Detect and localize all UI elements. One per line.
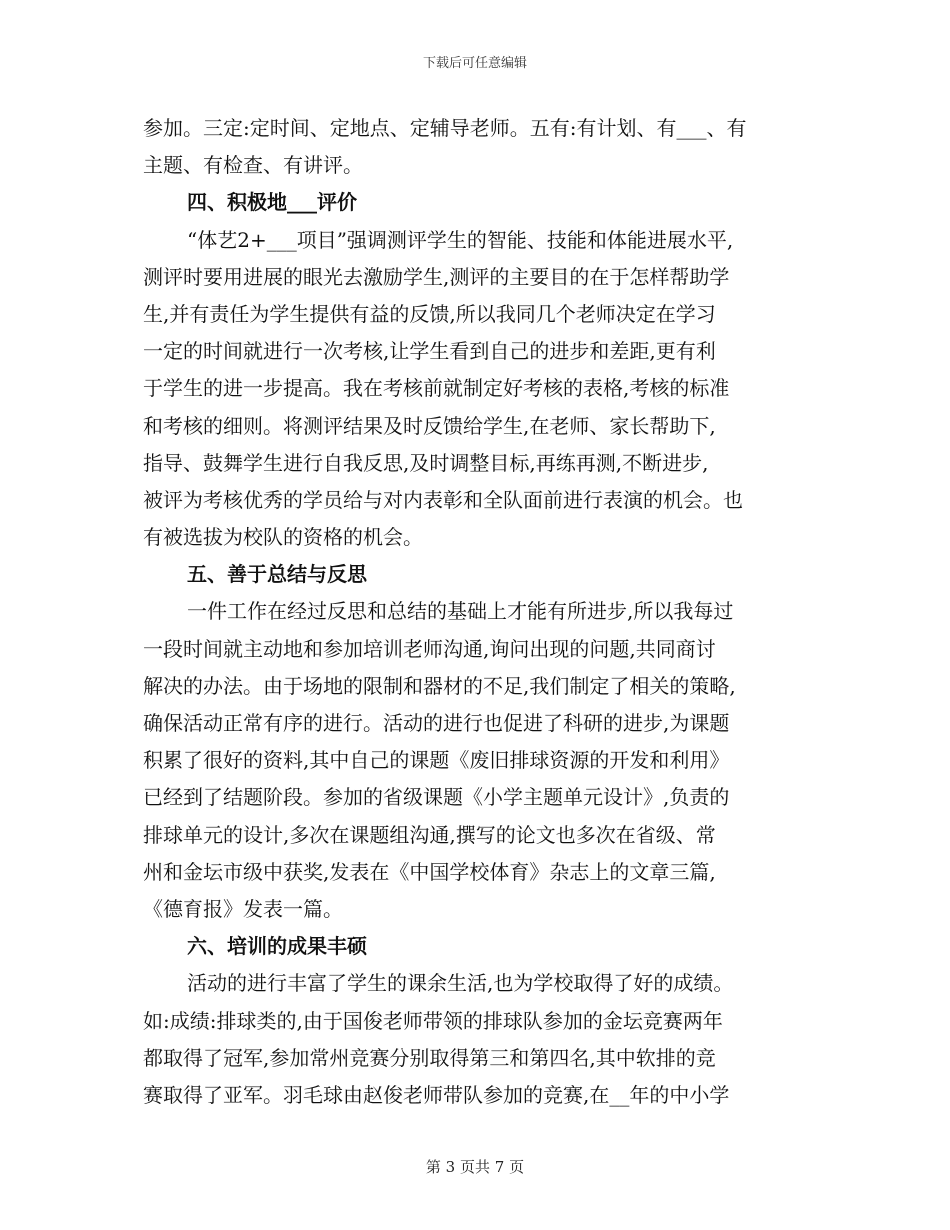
paragraph-line: 赛取得了亚军。羽毛球由赵俊老师带队参加的竞赛,在__年的中小学 [143, 1082, 730, 1107]
section-heading: 五、善于总结与反思 [187, 562, 367, 587]
paragraph-line: 解决的办法。由于场地的限制和器材的不足,我们制定了相关的策略, [143, 673, 736, 698]
section-heading: 六、培训的成果丰硕 [187, 934, 367, 959]
paragraph-line: “体艺2+___项目”强调测评学生的智能、技能和体能进展水平, [187, 227, 734, 252]
paragraph-line: 都取得了冠军,参加常州竞赛分别取得第三和第四名,其中软排的竞 [143, 1045, 716, 1070]
page-header: 下载后可任意编辑 [422, 56, 527, 71]
paragraph-line: 已经到了结题阶段。参加的省级课题《小学主题单元设计》,负责的 [143, 785, 730, 810]
paragraph-line: 有被选拔为校队的资格的机会。 [143, 525, 423, 550]
paragraph-line: 指导、鼓舞学生进行自我反思,及时调整目标,再练再测,不断进步, [143, 450, 709, 475]
paragraph-line: 《德育报》发表一篇。 [143, 896, 343, 921]
page-number: 第 3 页共 7 页 [425, 1158, 525, 1176]
document-body [143, 110, 807, 1114]
paragraph-line: 积累了很好的资料,其中自己的课题《废旧排球资源的开发和利用》 [143, 748, 730, 773]
paragraph-line: 和考核的细则。将测评结果及时反馈给学生,在老师、家长帮助下, [143, 413, 716, 438]
paragraph-line: 一件工作在经过反思和总结的基础上才能有所进步,所以我每过 [187, 599, 734, 624]
paragraph-line: 生,并有责任为学生提供有益的反馈,所以我同几个老师决定在学习 [143, 301, 716, 326]
paragraph-line: 确保活动正常有序的进行。活动的进行也促进了科研的进步,为课题 [143, 711, 730, 735]
paragraph-line: 于学生的进一步提高。我在考核前就制定好考核的表格,考核的标准 [143, 376, 730, 401]
paragraph-line: 如:成绩:排球类的,由于国俊老师带领的排球队参加的金坛竞赛两年 [143, 1008, 723, 1033]
paragraph-line: 一定的时间就进行一次考核,让学生看到自己的进步和差距,更有利 [143, 339, 716, 364]
paragraph-line: 测评时要用进展的眼光去激励学生,测评的主要目的在于怎样帮助学 [143, 264, 730, 289]
paragraph-line: 排球单元的设计,多次在课题组沟通,撰写的论文也多次在省级、常 [143, 822, 716, 847]
paragraph-line: 主题、有检查、有讲评。 [143, 153, 363, 178]
paragraph-line: 参加。三定:定时间、定地点、定辅导老师。五有:有计划、有___、有 [143, 116, 747, 140]
paragraph-line: 活动的进行丰富了学生的课余生活,也为学校取得了好的成绩。 [187, 971, 734, 996]
paragraph-line: 一段时间就主动地和参加培训老师沟通,询问出现的问题,共同商讨 [143, 636, 716, 661]
section-heading: 四、积极地___评价 [187, 190, 357, 215]
paragraph-line: 被评为考核优秀的学员给与对内表彰和全队面前进行表演的机会。也 [143, 487, 743, 512]
paragraph-line: 州和金坛市级中获奖,发表在《中国学校体育》杂志上的文章三篇, [143, 859, 716, 884]
